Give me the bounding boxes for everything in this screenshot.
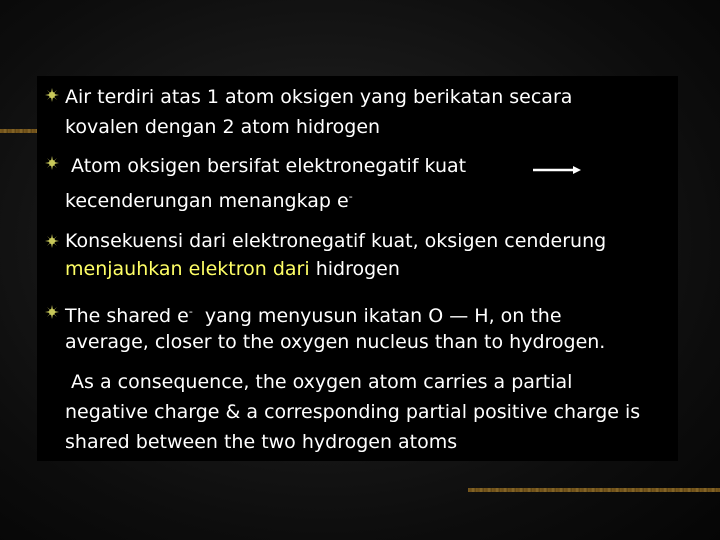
starburst-bullet-icon	[45, 305, 59, 319]
starburst-bullet-icon	[45, 156, 59, 170]
bullet-item-3-line-2	[65, 254, 400, 284]
paragraph-line-2: negative charge & a corresponding partial positive charge is	[65, 401, 641, 423]
bullet-item-2-line-2	[65, 182, 353, 216]
paragraph-line-1: As a consequence, the oxygen atom carries a partial	[65, 371, 573, 393]
bullet-item-4-line-1	[65, 297, 562, 331]
superscript-minus: -	[188, 305, 193, 318]
starburst-bullet-icon	[45, 88, 59, 102]
right-arrow-icon	[533, 166, 581, 174]
starburst-bullet-icon	[45, 234, 59, 248]
superscript-minus: -	[348, 190, 353, 203]
bullet-item-2-line-1: Atom oksigen bersifat elektronegatif kuat	[65, 155, 467, 177]
bullet-item-3-text: hidrogen	[309, 258, 400, 280]
bullet-item-4-line-2: average, closer to the oxygen nucleus than to hydrogen.	[65, 331, 606, 353]
bullet-item-1-line-1: Air terdiri atas 1 atom oksigen yang berikatan secara	[65, 86, 573, 108]
decorative-line-left	[0, 129, 37, 133]
bullet-item-1-line-2: kovalen dengan 2 atom hidrogen	[65, 116, 381, 138]
bullet-item-4-text-b: yang menyusun ikatan O — H, on the	[192, 305, 562, 327]
highlighted-text: menjauhkan elektron dari	[65, 258, 310, 280]
decorative-line-right	[468, 488, 720, 492]
bullet-item-3-line-1: Konsekuensi dari elektronegatif kuat, oksigen cenderung	[65, 230, 607, 252]
paragraph-line-3: shared between the two hydrogen atoms	[65, 431, 458, 453]
bullet-item-2-text: kecenderungan menangkap e	[65, 190, 349, 212]
bullet-item-4-text-a: The shared e	[65, 305, 189, 327]
content-panel	[37, 76, 678, 461]
